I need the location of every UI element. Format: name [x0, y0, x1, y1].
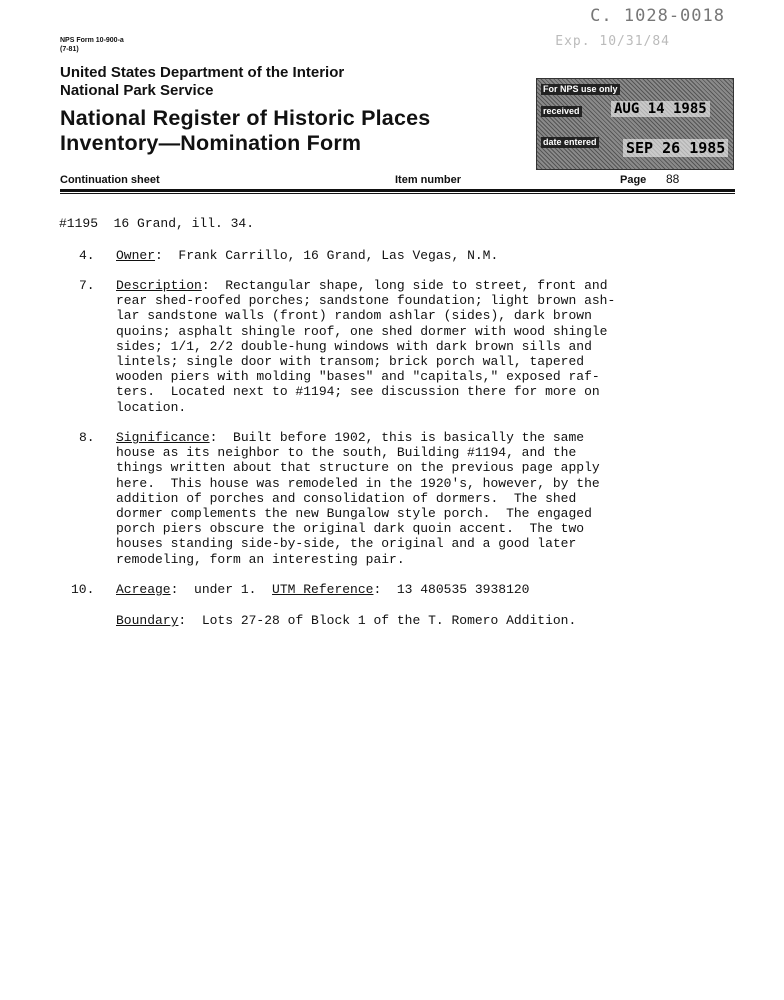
form-number-block [60, 36, 124, 54]
header-rule [60, 189, 735, 192]
office-use-box [536, 78, 734, 170]
description-line: lar sandstone walls (front) random ashlar (sides), dark brown [116, 308, 592, 324]
boundary-entry [116, 613, 576, 628]
description-line: quoins; asphalt shingle roof, one shed dormer with wood shingle [116, 323, 608, 339]
acreage-number: 10. [71, 582, 95, 597]
significance-line: house as its neighbor to the south, Building #1194, and the [116, 445, 577, 461]
received-label: received [543, 106, 580, 116]
acreage-entry [116, 582, 529, 597]
significance-line: remodeling, form an interesting pair. [116, 551, 405, 567]
expiration-stamp: Exp. 10/31/84 [555, 34, 670, 49]
owner-entry [116, 248, 498, 263]
description-first-line: : Rectangular shape, long side to street, front and [201, 278, 608, 293]
description-line: sides; 1/1, 2/2 double-hung windows with dark brown sills and [116, 338, 592, 354]
entry-heading: #1195 16 Grand, ill. 34. [59, 216, 255, 231]
agency-block [60, 64, 344, 100]
department-name: United States Department of the Interior [60, 64, 345, 81]
description-line: ters. Located next to #1194; see discussion there for more on [116, 384, 600, 400]
description-label: Description [116, 278, 202, 293]
significance-line: porch piers obscure the original dark quoin accent. The two [116, 521, 585, 537]
description-line: lintels; single door with transom; brick porch wall, tapered [116, 354, 585, 370]
significance-entry [116, 430, 600, 567]
boundary-text: : Lots 27-28 of Block 1 of the T. Romero Addition. [178, 613, 577, 628]
description-entry [116, 278, 615, 415]
date-entered-label: date entered [543, 137, 597, 147]
form-revision: (7-81) [60, 46, 79, 53]
significance-line: addition of porches and consolidation of dormers. The shed [116, 490, 577, 506]
significance-label: Significance [116, 430, 210, 445]
significance-line: things written about that structure on the previous page apply [116, 460, 600, 476]
form-title-line-2: Inventory—Nomination Form [60, 131, 362, 155]
form-title-line-1: National Register of Historic Places [60, 106, 431, 130]
significance-first-line: : Built before 1902, this is basically the same [209, 430, 585, 445]
received-date-stamp: AUG 14 1985 [611, 101, 710, 117]
form-title [60, 106, 430, 156]
office-use-label: For NPS use only [543, 84, 618, 94]
description-number: 7. [79, 278, 95, 293]
header-rule-thin [60, 193, 735, 194]
service-name: National Park Service [60, 82, 214, 99]
date-entered-stamp: SEP 26 1985 [623, 139, 728, 157]
boundary-label: Boundary [116, 613, 179, 628]
form-number: NPS Form 10-900-a [60, 37, 124, 44]
significance-line: here. This house was remodeled in the 1920's, however, by the [116, 475, 600, 491]
item-number-label: Item number [395, 174, 462, 186]
page-label: Page [620, 174, 647, 186]
owner-number: 4. [79, 248, 95, 263]
utm-reference-text: : 13 480535 3938120 [373, 582, 530, 597]
significance-number: 8. [79, 430, 95, 445]
acreage-text: : under 1. [170, 582, 273, 597]
acreage-label: Acreage [116, 582, 171, 597]
omb-number-stamp: C. 1028-0018 [590, 6, 725, 26]
description-line: rear shed-roofed porches; sandstone foundation; light brown ash- [116, 293, 616, 309]
owner-text: : Frank Carrillo, 16 Grand, Las Vegas, N.M. [155, 248, 499, 263]
significance-line: dormer complements the new Bungalow style porch. The engaged [116, 506, 592, 522]
description-line: location. [116, 399, 187, 415]
description-line: wooden piers with molding "bases" and "capitals," exposed raf- [116, 369, 600, 385]
page-number: 88 [666, 172, 680, 186]
continuation-sheet-label: Continuation sheet [60, 174, 160, 186]
significance-line: houses standing side-by-side, the original and a good later [116, 536, 577, 552]
utm-reference-label: UTM Reference [272, 582, 374, 597]
owner-label: Owner [116, 248, 156, 263]
